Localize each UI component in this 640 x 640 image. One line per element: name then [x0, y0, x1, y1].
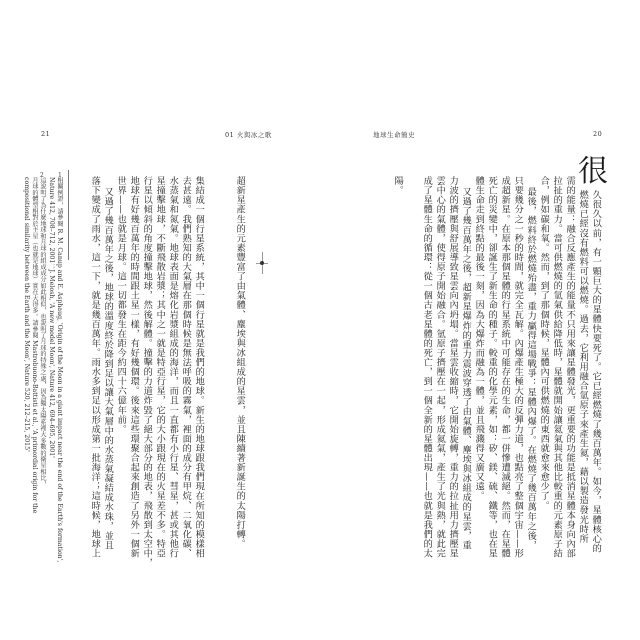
body-column: 超新星產生的元素豐富了由氣體、塵埃與冰組成的星雲，並且陳續著新誕生的太陽打轉。 — [234, 176, 246, 549]
footnote-text: 月球的體型相對於主星（也就是地球）實在大得多。請參閱 Mastrobuono-Battisti et al., 'A primordial origin for the — [31, 177, 38, 514]
body-column: 體生命走到終點的最後一刻，因為大爆炸而融為一體，並且飛濺得又廣又遠。 — [473, 176, 485, 501]
left-running-head: 01 火與冰之歌 — [225, 131, 272, 139]
body-column: 行星以傾斜的角度撞擊地球，然後解體。撞擊的力道炸毀了絕大部分的地表，飛散到太空中， — [141, 176, 153, 568]
body-column: 去甚遠。我們熟知的大氣層在那個時候是無法呼吸的霧氣，裡面的成分有甲烷、二氧化碳、 — [180, 176, 192, 558]
body-column: 地球有好幾百萬年的時間跟土星一樣，有好幾個環。後來這些環聚合起來創造了另外一個新 — [128, 176, 140, 558]
body-column: 力波的擠壓與舒展導致星雲向內坍塌。當星雲收縮時，它開始旋轉，重力的拉扯用力擠壓星 — [447, 176, 459, 558]
body-column: 只要幾分之一秒的時間，就完全瓦解。內爆產生極大的反彈力道，也點亮了整個宇宙——形 — [512, 176, 524, 558]
body-column: 集結成一個行星系統，其中一個行星就是我們的地球。新生的地球跟我們現在所知的模樣相 — [193, 176, 205, 558]
body-column: 需的能量：融合反應產生的能量不只用來讓星體發光，更重要的功能是抵消星體本身向內部 — [564, 176, 576, 558]
body-column: 陽。 — [392, 176, 404, 196]
body-column: 燃燒已經沒有燃料可以燃燒。過去，它利用融合氫原子來產生氦，藉以製造發光時所 — [577, 190, 589, 544]
body-column: 合，例如碳和氧。然而，到了那個時候，星體內可供燃燒的東西就愈來愈少了。 — [538, 176, 550, 511]
footnote-text: compositional similarity between the Earth and the Moon', Nature 520, 212–215, 2015。 — [23, 177, 30, 457]
right-running-head: 地球生命簡史 — [373, 131, 415, 139]
body-column: 又過了幾百萬年之後，地球的溫度終於降到足以讓大氣層中的水蒸氣凝結成水珠，並且 — [102, 187, 114, 550]
body-column: 成超新星。在原本那個星體的行星系統中可能存在的生命，都一併慘遭滅絕。然而，在星體 — [499, 176, 511, 558]
footnote-text: 相關例證，請參閱 R. M. Canup and E. Asphaug, 'Origin of the Moon in a giant impact near the end of the Earth's formation', — [56, 177, 63, 563]
body-column: 星撞擊地球，不斷飛散岩漿；其中之一就是特亞行星，它的大小跟現在的火星差不多。特亞 — [154, 176, 166, 558]
body-column: 最後，燃料終於燃燒殆盡，重力贏得這場戰爭：星體內爆了。在燃燒了幾百萬年之後， — [525, 187, 537, 550]
footnote-divider — [68, 170, 69, 260]
footnote-text: Nature 412, 708–712, 2001；J. Melosh, 'A new model Moon', Nature 412, 694–695, 2001。 — [48, 177, 55, 463]
footnote-text: 這說明了為什麼地球和月球的組成成分如此相似，也說明了月球的特殊之處，因為獨太陽系裡大多數的衛星相比， — [39, 177, 46, 487]
body-column: 久很久以前，有一顆巨大的星體快要死了。它已經燃燒了幾百萬年。如今，星體核心的 — [590, 190, 602, 553]
footnote-number: 2 — [40, 172, 44, 179]
body-column: 世界——也就是月球。這一切都發生在距今約四十六億年前。 — [115, 176, 127, 434]
footnote-number: 1 — [58, 172, 62, 179]
body-column: 拉扯的重力。當可供燃燒的氫氣供給降低時，星體就開始讓氦氣與其他比較重的元素原子結 — [551, 176, 563, 558]
body-column: 雲中心的氣體，使得原子開始融合。氫原子擠壓在一起，形成氦氣，產生了光與熱，就此完 — [434, 176, 446, 558]
right-page-number: 20 — [593, 130, 603, 138]
body-column: 死亡的災變中，卻誕生了新生命的種子。較重的化學元素，如：矽、鎂、硫、鐵等，也在星 — [486, 176, 498, 558]
body-column: 落下變成了雨水，這一下，就是幾百萬年。雨水多到足以形成第一批海洋；這時候，地球上 — [89, 176, 101, 558]
body-column: 成了星體生命的循環：從一個古老星體的死亡，到一個全新的星體出現——也就是我們的太 — [421, 176, 433, 558]
body-column: 水蒸氣和氮氣。地球表面是熔化岩漿組成的海洋，而且一直都有小行星、彗星，甚或其他行 — [167, 176, 179, 558]
left-page-number: 21 — [41, 130, 51, 138]
registration-mark-icon — [254, 252, 270, 274]
drop-cap: 很 — [578, 154, 608, 189]
body-column: 又過了幾百萬年之後，超新星爆炸的重力震波穿透了由氣體、塵埃與冰組成的星雲，重 — [460, 187, 472, 550]
